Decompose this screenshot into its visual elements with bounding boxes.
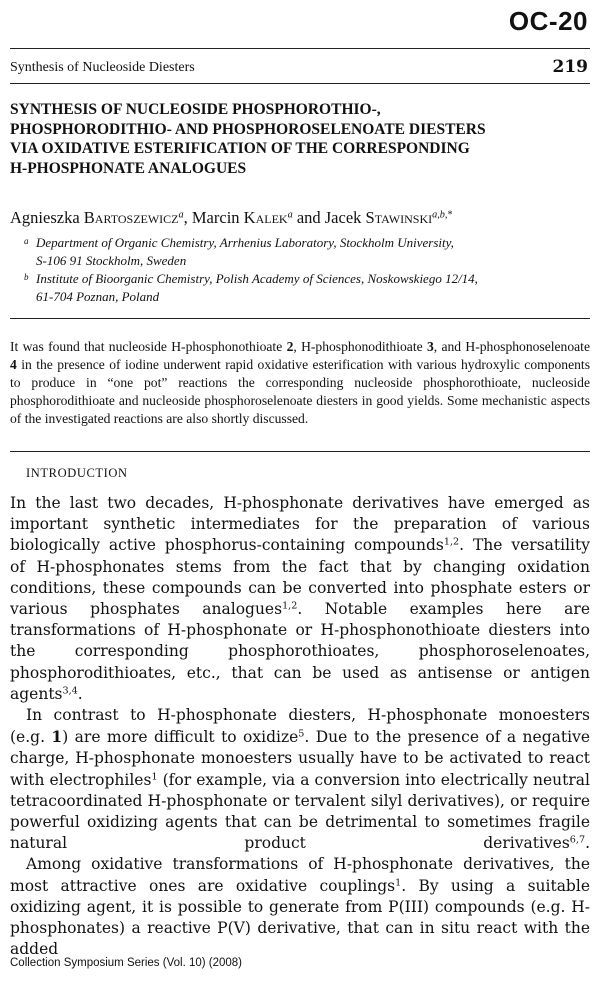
affiliation — [10, 234, 454, 270]
citation: 5 — [298, 728, 305, 740]
page-number: 219 — [552, 57, 588, 77]
header-rule-top — [10, 48, 590, 49]
author-family-name: Stawinski — [365, 208, 433, 227]
author-affiliation-mark: a,b, — [432, 209, 448, 221]
abstract-rule-bottom — [10, 451, 590, 452]
citation: 1 — [151, 771, 158, 783]
citation: 3,4 — [62, 685, 78, 697]
compound-number: 2 — [286, 339, 294, 354]
paragraph: In the last two decades, H-phosphonate derivatives have emerged as important synthetic intermediates for the preparation of various biologically active phosphorus-containing compounds$^{1,2}$. The versatility of H-phosphonates stems from the fact that by changing oxidation conditions, these compounds can be converted into phosphate esters or various phosphates analogues$^{1,2}$. Notable examples here are transformations of H-phosphonate or H-phosphonothioate diesters into the corresponding phosphorothioates, phosphoroselenoates, phosphorodithioates, etc., that can be used as antisense or antigen agents$^{3,4}$. — [10, 494, 590, 703]
affiliation-line: Institute of Bioorganic Chemistry, Polish Academy of Sciences, Noskowskiego 12/14, — [36, 271, 478, 286]
author-separator: , — [183, 208, 192, 227]
author-family-name: Kalek — [243, 208, 288, 227]
footer-citation: Collection Symposium Series (Vol. 10) (2008) — [10, 957, 243, 969]
abstract-rule-top — [10, 318, 590, 319]
abstract-text: , and H-phosphonoselenoate — [433, 339, 590, 354]
affiliation-line: Department of Organic Chemistry, Arrhenius Laboratory, Stockholm University, — [36, 235, 454, 250]
corresponding-author-star: * — [447, 209, 453, 221]
affiliation — [10, 270, 478, 306]
compound-number: 1 — [51, 727, 63, 747]
body-text — [10, 493, 590, 960]
affiliation-line: 61-704 Poznan, Poland — [36, 289, 160, 304]
paragraph: Among oxidative transformations of H-phosphonate derivatives, the most attractive ones are oxidative couplings$^1$. By using a suitable oxidizing agent, it is possible to generate from P(III) compounds (e.g. H-phosphonates) a reactive P(V) derivative, that can in situ react with the added — [10, 855, 590, 959]
paragraph: In contrast to H-phosphonate diesters, H-phosphonate monoesters (e.g. 1) are more difficult to oxidize$^5$. Due to the presence of a negative charge, H-phosphonate monoesters usually have to be activated to react with electrophiles$^1$ (for example, via a conversion into electrically neutral tetracoordinated H-phosphonate or tervalent silyl derivatives), or require powerful oxidizing agents that can be detrimental to sometimes fragile natural product derivatives$^{6,7}$. — [10, 706, 591, 853]
author-affiliation-mark: a — [287, 209, 293, 221]
compound-number: 4 — [10, 357, 17, 372]
abstract-text: , H-phosphonodithioate — [293, 339, 427, 354]
citation: 1 — [395, 877, 402, 889]
title-line: SYNTHESIS OF NUCLEOSIDE PHOSPHOROTHIO-, — [10, 101, 381, 118]
author-separator: and — [292, 208, 325, 227]
title-line: H-PHOSPHONATE ANALOGUES — [10, 159, 247, 177]
author-list — [10, 208, 453, 228]
title-line: VIA OXIDATIVE ESTERIFICATION OF THE CORRESPONDING — [10, 140, 470, 157]
author-given-name: Marcin — [191, 208, 244, 227]
header-rule-bottom — [10, 83, 590, 84]
author-family-name: Bartoszewicz — [83, 208, 179, 227]
session-code: OC-20 — [508, 6, 588, 36]
section-heading: INTRODUCTION — [26, 466, 128, 480]
author-affiliation-mark: a — [178, 209, 184, 221]
running-title: Synthesis of Nucleoside Diesters — [10, 60, 195, 75]
citation: 1,2 — [443, 537, 460, 549]
citation: 1,2 — [282, 600, 298, 612]
abstract — [10, 338, 590, 428]
paper-title — [10, 100, 570, 178]
affiliation-mark: a — [24, 236, 29, 246]
citation: 6,7 — [569, 834, 586, 846]
title-line: PHOSPHORODITHIO- AND PHOSPHOROSELENOATE DIESTERS — [10, 120, 486, 138]
affiliation-line: S-106 91 Stockholm, Sweden — [36, 253, 187, 268]
compound-number: 3 — [426, 339, 434, 354]
abstract-text: in the presence of iodine underwent rapid oxidative esterification with various hydroxylic components to produce in “one pot” reactions the corresponding nucleoside phosphorothioate, nucleoside phosphorodithioate and nucleoside phosphoroselenoate diesters in good yields. Some mechanistic aspects of the investigated reactions are also shortly discussed. — [10, 357, 590, 426]
author-given-name: Agnieszka — [10, 208, 84, 227]
abstract-text: It was found that nucleoside H-phosphonothioate — [10, 339, 287, 354]
affiliation-mark: b — [24, 272, 29, 282]
author-given-name: Jacek — [324, 208, 366, 227]
